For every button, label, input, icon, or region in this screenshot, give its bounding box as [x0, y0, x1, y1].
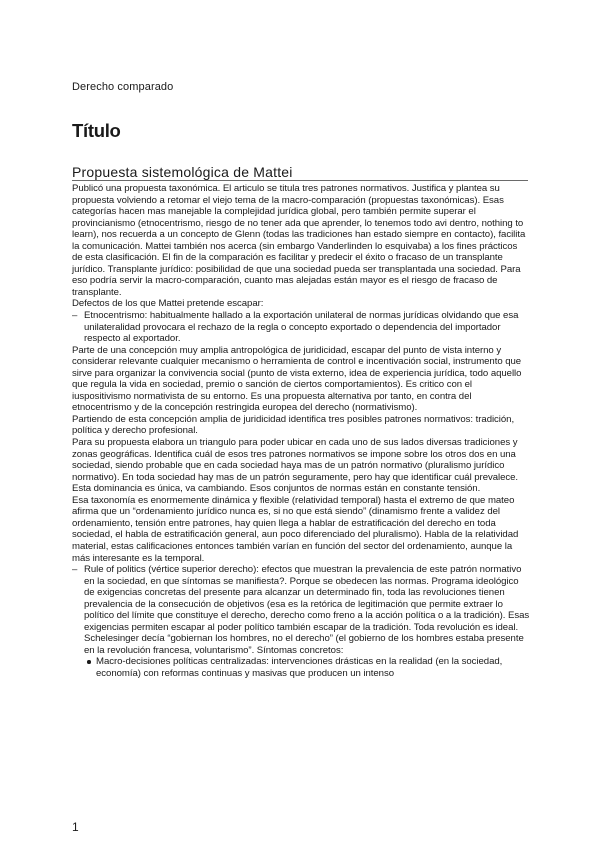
body-paragraph: Partiendo de esta concepción amplia de juridicidad identifica tres posibles patrones normativos: tradición, política y derecho profesional.: [72, 413, 515, 437]
sub-bullet-item: Macro-decisiones políticas centralizadas: intervenciones drásticas en la realidad (en la sociedad, economía) con reformas continuas y masivas que producen un intenso: [72, 656, 530, 679]
body-paragraph: Esa taxonomía es enormemente dinámica y flexible (relatividad temporal) hasta el extremo de que mateo afirma que un “ordenamiento jurídico nunca es, si no que está siendo” (dinamismo frente a validez del ordenamiento, tensión entre patrones, hay quien llega a hablar de estratificación del derecho en toda sociedad, el habla de estratificación general, aun poco diferenciado del pluralismo). Habla de la relatividad material, estas calificaciones entonces también varían en función del sector del ordenamiento, aunque la más interesante es la temporal.: [72, 494, 519, 564]
body-paragraph: Parte de una concepción muy amplia antropológica de juridicidad, escapar del punto de vista interno y considerar relevante cualquier mecanismo o herramienta de control e incentivación social, instrumento que sirve para organizar la convivencia social (punto de vista externo, idea de experiencia jurídica, todo aquello que regula la vida en sociedad, premio o sanción de ciertos comportamientos). Es critico con el iuspositivismo normativista de su entorno. Es una propuesta alternativa por tanto, en contra del etnocentrismo y de la concepción restringida europea del derecho (normativismo).: [72, 344, 522, 414]
page-title: Título: [72, 120, 121, 141]
body-paragraph: Publicó una propuesta taxonómica. El articulo se titula tres patrones normativos. Justifica y plantea su propuesta volviendo a retomar el viejo tema de la macro-comparación (propuestas taxonómicas). Esas categorías hacen mas manejable la complejidad jurídica global, pero también permite superar el provincianismo (etnocentrismo, riesgo de no tener ada que aprender, lo tenemos todo avi dentro, nothing to learn), nos recuerda a un concepto de Glenn (todas las tradiciones han estado siempre en contacto), facilita la comunicación. Mattei también nos acerca (sin embargo Vanderlinden lo esquivaba) a los fines prácticos de esta clasificación. El fin de la comparación es facilitar y predecir el éxito o fracaso de un transplante jurídico. Transplante jurídico: posibilidad de que una sociedad pueda ser transplantada una sociedad. Para eso podría servir la macro-comparación, cuanto mas alejadas están mayor es el riesgo de fracaso de transplante.: [72, 183, 526, 298]
section-title: Propuesta sistemológica de Mattei: [72, 164, 293, 180]
running-header: Derecho comparado: [72, 81, 174, 93]
body-paragraph: Defectos de los que Mattei pretende escapar:: [72, 298, 264, 310]
body-paragraph: Para su propuesta elabora un triangulo para poder ubicar en cada uno de sus lados diversas tradiciones y zonas geográficas. Identifica cuál de esos tres patrones normativos se impone sobre los otros dos en una sociedad, siendo probable que en cada sociedad haya mas de un patrón normativo (pluralismo jurídico normativo). En toda sociedad hay mas de un patrón seguramente, pero hay que identificar cuál prevalece. Esta dominancia es única, va cambiando. Esos conjuntos de normas están en constante tensión.: [72, 437, 519, 495]
page-number: 1: [72, 820, 79, 834]
section-divider: [72, 180, 528, 181]
document-body: [72, 183, 530, 680]
bullet-item: – Rule of politics (vértice superior derecho): efectos que muestran la prevalencia de este patrón normativo en la sociedad, en que síntomas se manifiesta?. Porque se obedecen las normas. Programa ideológico de exigencias concretas del presente para alcanzar un determinado fin, toda las revoluciones tienen prevalencia de la consecución de objetivos (esa es la retórica de legitimación que permite extraer lo político del límite que constituye el derecho, derecho como freno a la acción política o a la tradición). Esas exigencias permiten escapar al poder político también escapar de la tradición. Toda revolución es ideal. Schelesinger decía “gobiernan los hombres, no el derecho” (el gobierno de los hombres estaba presente en la revolución francesa, voluntarismo”. Síntomas concretos:: [72, 564, 530, 656]
bullet-item: – Etnocentrismo: habitualmente hallado a la exportación unilateral de normas jurídicas olvidando que esa unilateralidad provocara el rechazo de la regla o concepto exportado o dependencia del importador respecto al exportador.: [72, 310, 530, 345]
